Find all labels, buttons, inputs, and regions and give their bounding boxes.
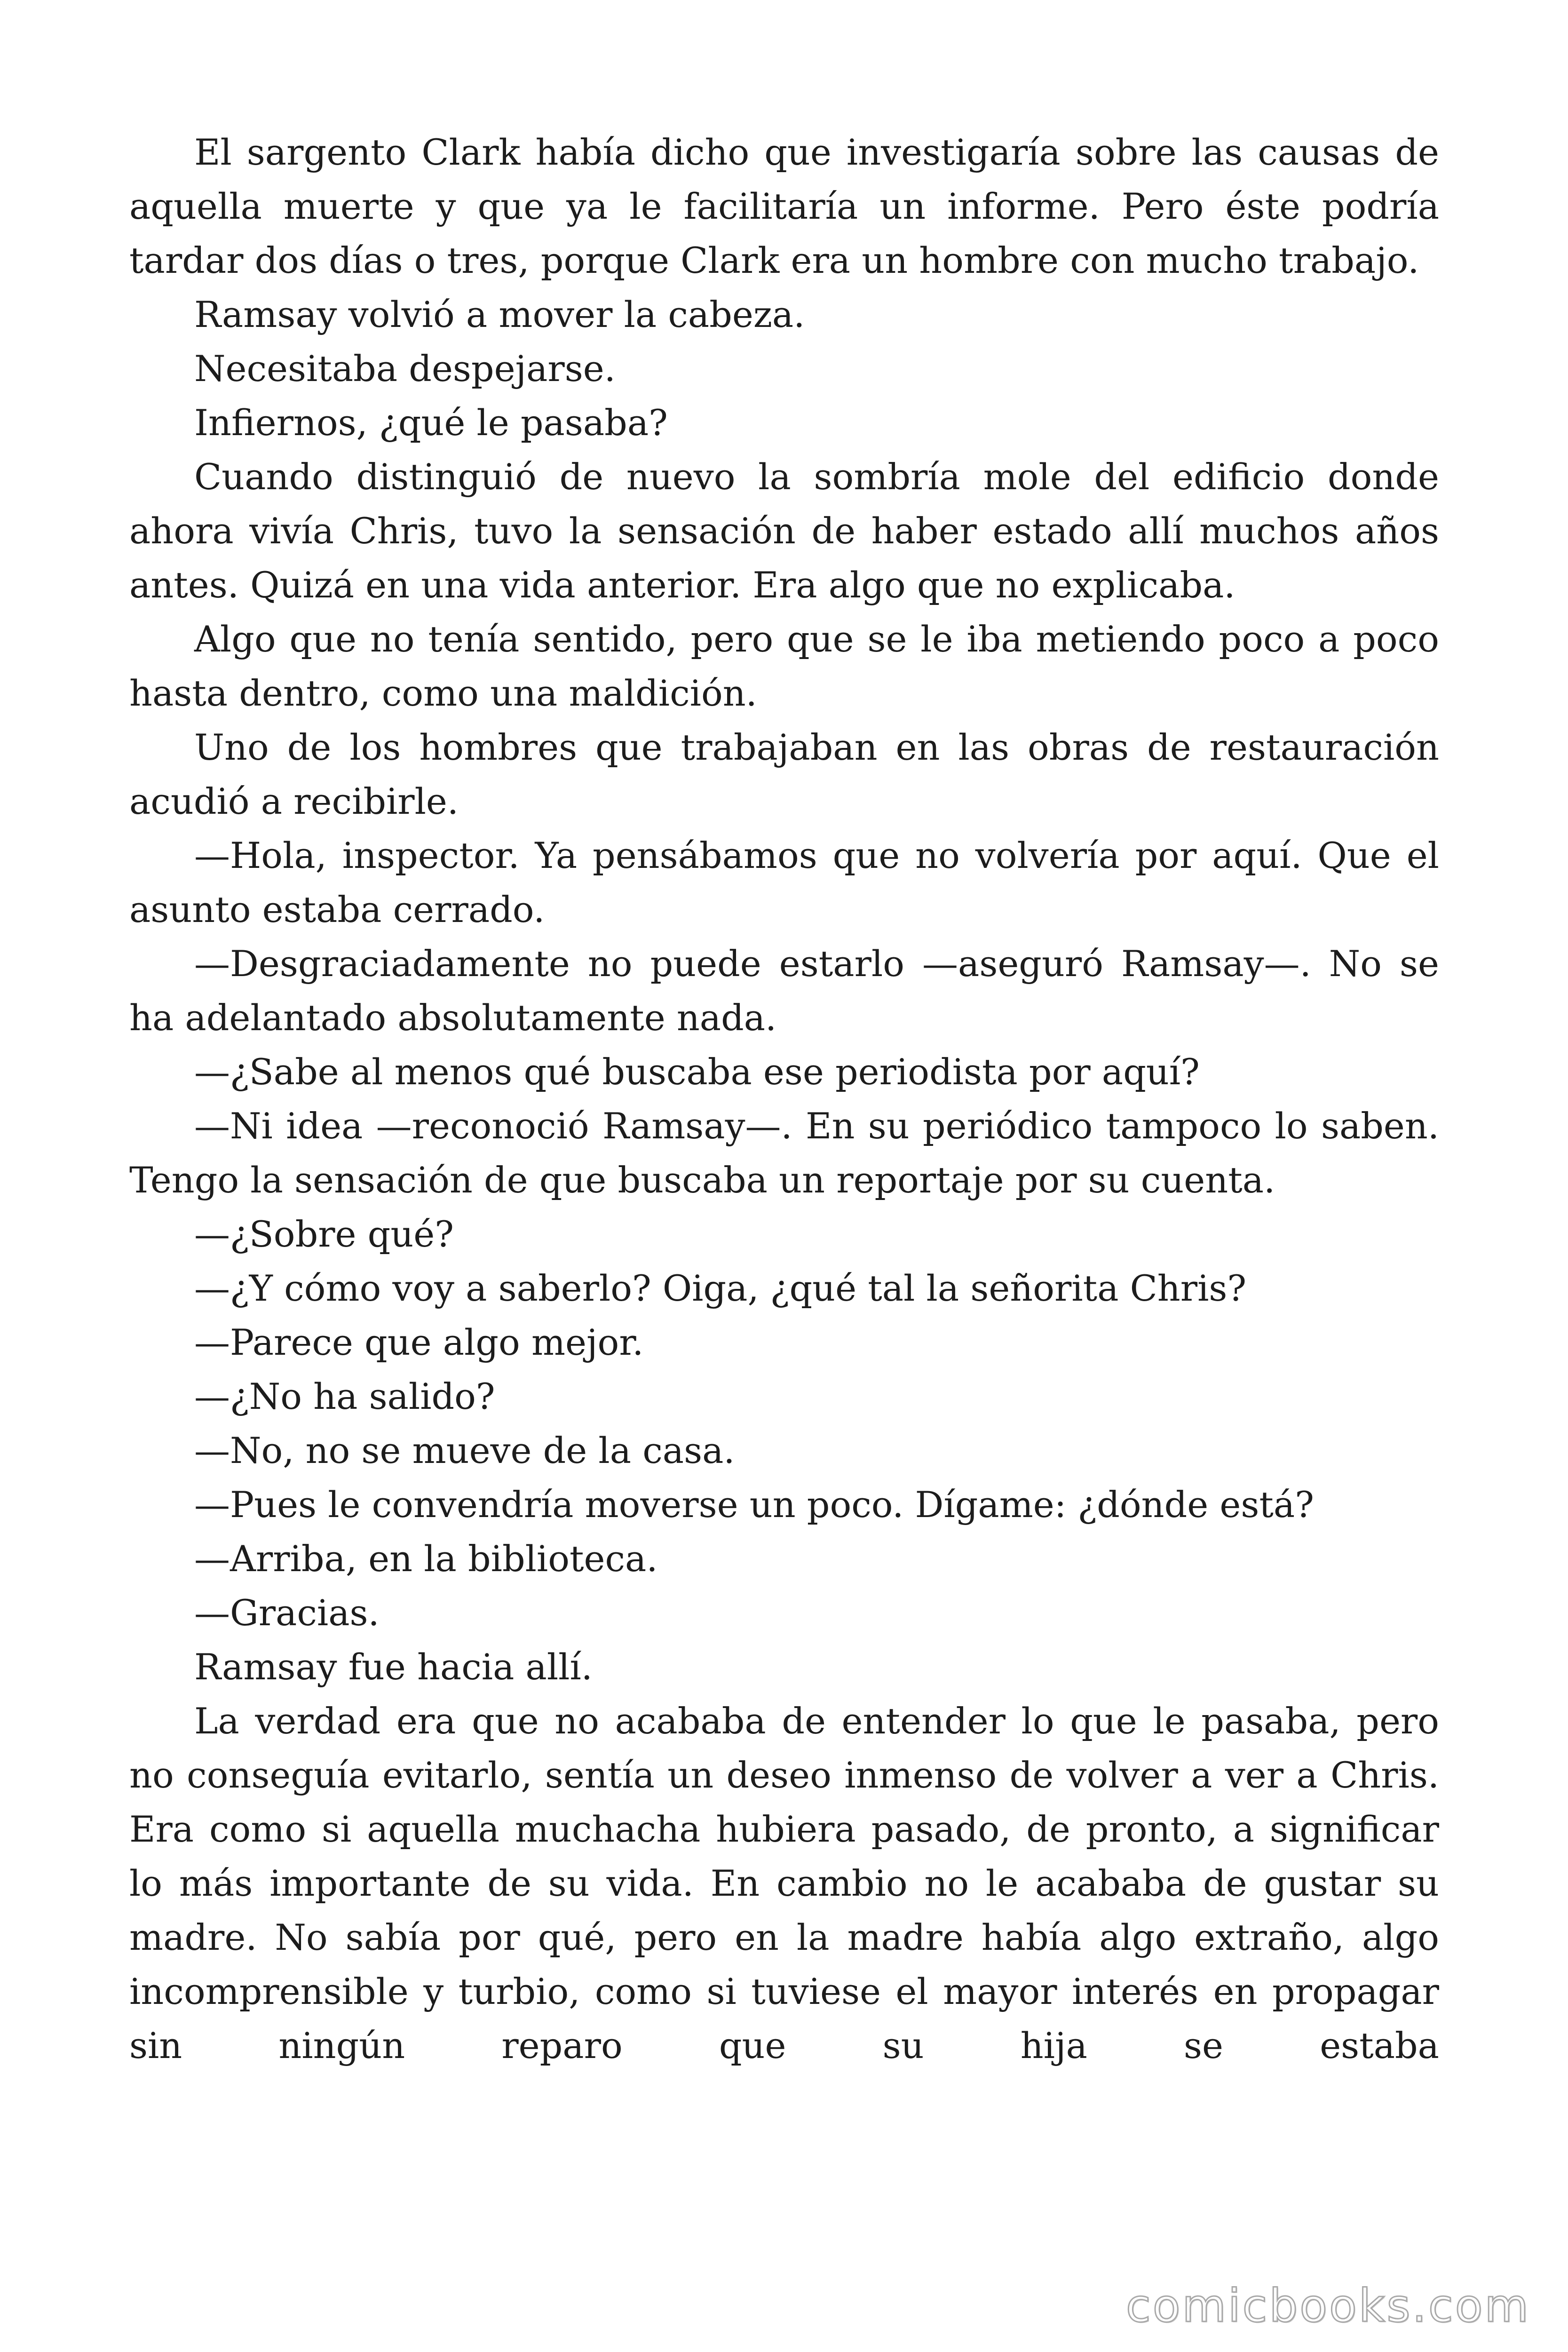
paragraph: —Parece que algo mejor.	[194, 1321, 644, 1363]
paragraph: —¿No ha salido?	[194, 1375, 495, 1417]
paragraph: —Hola, inspector. Ya pensábamos que no volvería por aquí. Que el asunto estaba cerrado.	[129, 834, 1439, 930]
paragraph: —Ni idea —reconoció Ramsay—. En su periódico tampoco lo saben. Tengo la sensación de que buscaba un reportaje por su cuenta.	[129, 1105, 1439, 1201]
paragraph: —Arriba, en la biblioteca.	[194, 1538, 658, 1580]
paragraph: Uno de los hombres que trabajaban en las obras de restauración acudió a recibirle.	[129, 726, 1439, 822]
paragraph: —Desgraciadamente no puede estarlo —aseguró Ramsay—. No se ha adelantado absolutamente nada.	[129, 943, 1439, 1039]
paragraph: Ramsay volvió a mover la cabeza.	[194, 294, 805, 335]
paragraph: Cuando distinguió de nuevo la sombría mole del edificio donde ahora vivía Chris, tuvo la sensación de haber estado allí muchos años antes. Quizá en una vida anterior. Era algo que no explicaba.	[129, 456, 1439, 606]
paragraph: —¿Sabe al menos qué buscaba ese periodista por aquí?	[194, 1051, 1200, 1093]
paragraph: —¿Sobre qué?	[194, 1213, 454, 1255]
paragraph: —¿Y cómo voy a saberlo? Oiga, ¿qué tal la señorita Chris?	[194, 1267, 1247, 1309]
watermark: comicbooks.com	[1125, 2280, 1530, 2332]
paragraph: —Gracias.	[194, 1592, 380, 1634]
paragraph: —No, no se mueve de la casa.	[194, 1430, 735, 1471]
paragraph: —Pues le convendría moverse un poco. Dígame: ¿dónde está?	[194, 1484, 1314, 1526]
paragraph: El sargento Clark había dicho que investigaría sobre las causas de aquella muerte y que ya le facilitaría un informe. Pero éste podría tardar dos días o tres, porque Clark era un hombre con mucho trabajo.	[129, 131, 1439, 281]
paragraph: Infiernos, ¿qué le pasaba?	[194, 402, 668, 444]
paragraph: La verdad era que no acababa de entender lo que le pasaba, pero no conseguía evitarlo, sentía un deseo inmenso de volver a ver a Chris. Era como si aquella muchacha hubiera pasado, de pronto, a significar lo más importante de su vida. En cambio no le acababa de gustar su madre. No sabía por qué, pero en la madre había algo extraño, algo incomprensible y turbio, como si tuviese el mayor interés en propagar sin ningún reparo que su hija se estaba	[129, 1700, 1439, 2066]
page-text	[129, 125, 1439, 2073]
paragraph: Algo que no tenía sentido, pero que se le iba metiendo poco a poco hasta dentro, como una maldición.	[129, 618, 1439, 714]
paragraph: Ramsay fue hacia allí.	[194, 1646, 593, 1688]
paragraph: Necesitaba despejarse.	[194, 348, 616, 389]
